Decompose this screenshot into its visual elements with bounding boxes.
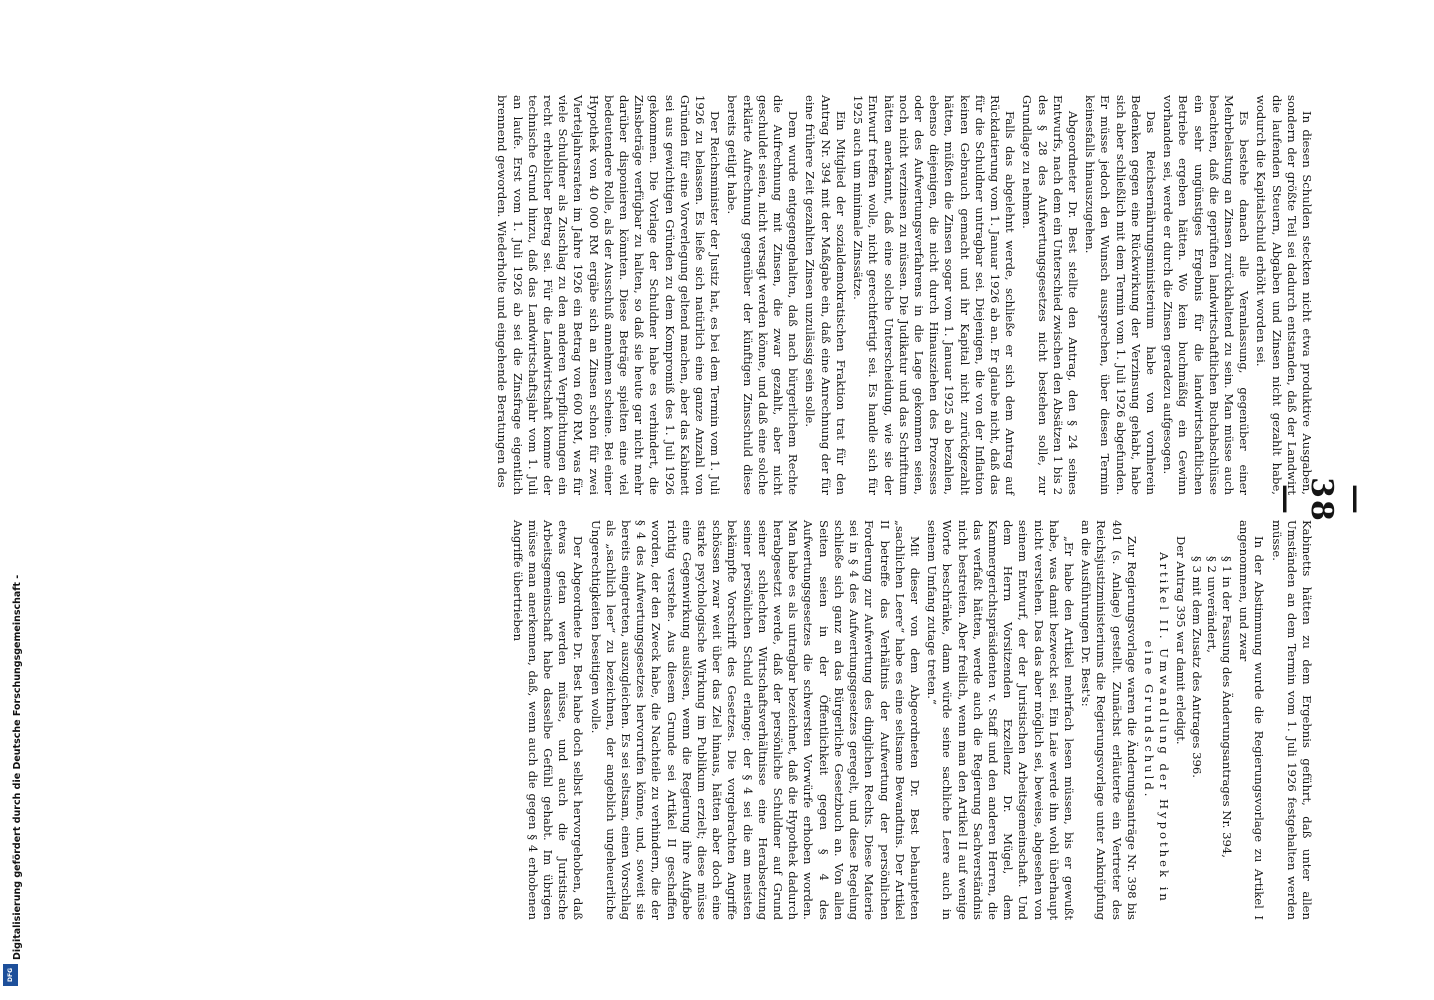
paragraph: Abgeordneter Dr. Best stellte den Antrag, den § 24 seines Entwurfs, nach dem ein Unterschied zwischen den Absätzen 1 bis 2 des § 28 des Aufwertungsgesetzes nicht bestehen solle, zur Grundlage zu nehmen. [1020,95,1080,495]
paragraph: In diesen Schulden steckten nicht etwa produktive Ausgaben, sondern der größte Teil sei dadurch entstanden, daß der Landwirt die laufenden Steuern, Abgaben und Zinsen nicht gezahlt habe, wodurch die Kapitalschuld erhöht worden sei. [1254,95,1314,495]
digitization-note-text: Digitalisierung gefördert durch die Deutsche Forschungsgemeinschaft - [12,574,23,960]
paragraph: Falls das abgelehnt werde, schließe er sich dem Antrag auf Rückdatierung vom 1. Januar 1926 ab an. Er glaube nicht, daß das für die Schuldner untragbar sei. Diejenigen, die von der Inflation keinen Gebrauch gemacht und ihr Kapital nicht zurückgezahlt hätten, müßten die Zinsen sogar vom 1. Januar 1925 ab bezahlen, ebenso diejenigen, die nicht durch Hinausziehen des Prozesses oder des Aufwertungsverfahrens in die Lage gekommen seien, noch nicht verzinsen zu müssen. Die Judikatur und das Schrifttum hätten anerkannt, daß eine solche Unterscheidung, wie sie der Entwurf treffen wolle, nicht gerechtfertigt sei. Es handle sich für 1925 auch um minimale Zinssätze. [851,95,1018,495]
paragraph: Ein Mitglied der sozialdemokratischen Fraktion trat für den Antrag Nr. 394 mit der Maßgabe ein, daß eine Anrechnung der für eine frühere Zeit gezahlten Zinsen unzulässig sein solle. [803,95,848,495]
paragraph: Zur Regierungsvorlage waren die Änderungsanträge Nr. 398 bis 401 (s. Anlage) gestellt. Zunächst erläuterte ein Vertreter des Reichsjustizministeriums die Regierungsvorlage unter Anknüpfung an die Ausführungen Dr. Best's: [1079,520,1139,920]
list-item: § 3 mit dem Zusatz des Antrages 396. [1189,556,1204,778]
paragraph: Mit dieser von dem Abgeordneten Dr. Best behaupteten „sachlichen Leere“ habe es eine seltsame Bewandtnis. Der Artikel II betreffe das Verhältnis der Aufwertung der persönlichen Forderung zur Aufwertung des dinglichen Rechts. Diese Materie sei in § 4 des Aufwertungsgesetzes geregelt, und diese Regelung schließe sich ganz an das Bürgerliche Gesetzbuch an. Von allen Seiten seien in der Öffentlichkeit gegen § 4 des Aufwertungsgesetzes die schwersten Vorwürfe erhoben worden. Man habe es als untragbar bezeichnet, daß die Hypothek dadurch herabgesetzt werde, daß der persönliche Schuldner auf Grund seiner schlechten Wirtschaftsverhältnisse eine Herabsetzung seiner persönlichen Schuld erlange; der § 4 sei die am meisten bekämpfte Vorschrift des Gesetzes. Die vorgebrachten Angriffe schössen zwar weit über das Ziel hinaus, hätten aber doch eine starke psychologische Wirkung im Publikum erzielt; diese müsse eine Gegenwirkung auslösen, wenn die Regierung ihre Aufgabe richtig verstehe. Aus diesem Grunde sei Artikel II geschaffen worden, der den Zweck habe, die Nachteile zu verhindern, die der § 4 des Aufwertungsgesetzes hervorrufen könne, und, soweit sie bereits eingetreten, auszugleichen. Es sei seltsam, einen Vorschlag als „sachlich leer“ zu bezeichnen, der angeblich ungeheuerliche Ungerechtigkeiten beseitigen wolle. [588,520,922,920]
digitization-note [0,0,24,1000]
paragraph: Der Reichsminister der Justiz hat, es bei dem Termin vom 1. Juli 1926 zu belassen. Es ließe sich natürlich eine ganze Anzahl von Gründen für eine Vorverlegung geltend machen, aber das Kabinett sei aus gewichtigen Gründen zu dem Kompromiß des 1. Juli 1926 gekommen. Die Vorlage der Schuldner habe es verhindert, die Zinsbeträge verfügbar zu halten, so daß sie heute gar nicht mehr darüber disponieren könnten. Diese Beträge spielten eine viel bedeutendere Rolle, als der Ausschuß annehmen scheine. Bei einer Hypothek von 40 000 RM ergäbe sich an Zinsen schon für zwei Vierteljahresraten im Jahre 1926 ein Betrag von 600 RM, was für viele Schuldner als Zuschlag zu den anderen Verpflichtungen ein recht erheblicher Betrag sei. Für die Landwirtschaft komme der technische Grund hinzu, daß das Landwirtschaftsjahr vom 1. Juli an laufe. Erst vom 1. Juli 1926 ab sei die Zinsfrage eigentlich brennend geworden. Wiederholte und eingehende Beratungen des [495,95,723,495]
dfg-logo: DFG [3,964,18,986]
section-heading: Artikel II. Umwandlung der Hypothek in eine Grundschuld. [1141,552,1172,904]
paragraph: „Er habe den Artikel mehrfach lesen müssen, bis er gewußt habe, was damit bezweckt sei. Ein Laie werde ihn wohl überhaupt nicht verstehen. Das das aber möglich sei, beweise, abgesehen von seinem Entwurf, der der Juristischen Arbeitsgemeinschaft. Und dem Herrn Vorsitzenden Exzellenz Dr. Mügel, dem Kammergerichtspräsidenten v. Staff und den anderen Herren, die das verfaßt hätten, werde auch die Regierung Sachverständnis nicht bestreiten. Aber freilich, wenn man den Artikel II auf wenige Worte beschränke, dann würde seine sachliche Leere auch in seinem Umfang zutage treten.“ [925,520,1076,920]
paragraph: Das Reichsernährungsministerium habe von vornherein Bedenken gegen eine Rückwirkung der Verzinsung gehabt, habe sich aber schließlich mit dem Termin vom 1. Juli 1926 abgefunden. Er müsse jedoch den Wunsch aussprechen, über diesen Termin keinesfalls hinauszugehen. [1083,95,1158,495]
paragraph: Es bestehe danach alle Veranlassung, gegenüber einer Mehrbelastung an Zinsen zurückhaltend zu sein. Man müsse auch beachten, daß die geprüften landwirtschaftlichen Buchabschlüsse ein sehr ungünstiges Ergebnis für die landwirtschaftlichen Betriebe ergeben hätten. Wo kein buchmäßig ein Gewinn vorhanden sei, werde er durch die Zinsen geradezu aufgesogen. [1161,95,1252,495]
list-item: § 1 in der Fassung des Änderungsantrages Nr. 394, [1219,556,1234,858]
paragraph: Kabinetts hätten zu dem Ergebnis geführt, daß unter allen Umständen an dem Termin vom 1. Juli 1926 festgehalten werden müsse. [1269,520,1314,920]
page-number: — 38 — [1269,477,1374,523]
text-column-right [507,520,1314,920]
paragraph: Der Antrag 395 war damit erledigt. [1174,536,1189,745]
paragraph: Dem wurde entgegengehalten, daß nach bürgerlichem Rechte die Aufrechnung mit Zinsen, die zwar gezahlt, aber nicht geschuldet seien, nicht versagt werden könne, und daß eine solche erklärte Aufrechnung gegenüber der künftigen Zinsschuld diese bereits getilgt habe. [725,95,801,495]
list-item: § 2 unverändert, [1204,556,1219,653]
paragraph: Der Abgeordnete Dr. Best habe doch selbst hervorgehoben, daß etwas getan werden müsse, und auch die Juristische Arbeitsgemeinschaft habe dasselbe Gefühl gehabt. Im übrigen müsse man anerkennen, daß, wenn auch die gegen § 4 erhobenen Angriffe übertrieben [510,520,586,920]
text-column-left [492,95,1314,495]
paragraph: In der Abstimmung wurde die Regierungsvorlage zu Artikel I angenommen, und zwar [1237,520,1267,920]
